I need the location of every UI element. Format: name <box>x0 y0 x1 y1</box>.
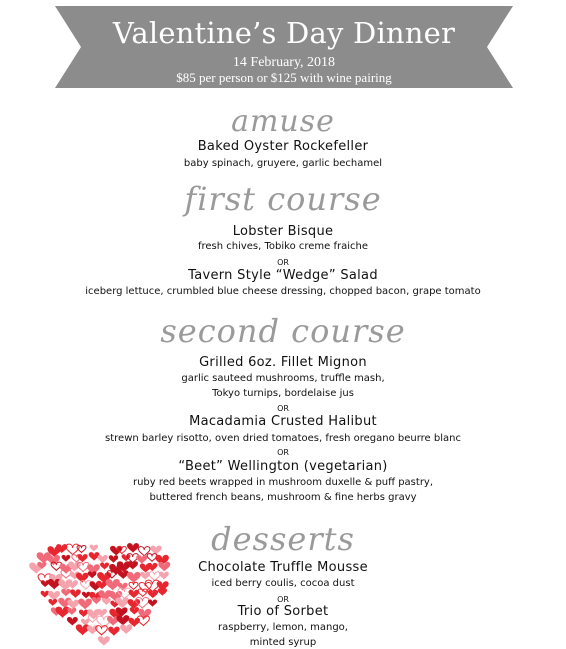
or-divider: OR <box>277 448 289 457</box>
dish-fillet-mignon: Grilled 6oz. Fillet Mignon <box>199 355 367 370</box>
dish-sorbet: Trio of Sorbet <box>237 604 329 619</box>
section-heading-amuse: amuse <box>231 104 335 139</box>
or-divider: OR <box>277 258 289 267</box>
or-divider: OR <box>277 595 289 604</box>
dish-halibut: Macadamia Crusted Halibut <box>189 414 377 429</box>
title-banner <box>55 6 513 88</box>
dish-amuse-description: baby spinach, gruyere, garlic bechamel <box>183 158 383 169</box>
dish-halibut-description: strewn barley risotto, oven dried tomatoes, fresh oregano beurre blanc <box>105 433 461 444</box>
dish-chocolate-mousse: Chocolate Truffle Mousse <box>198 560 368 575</box>
menu-title: Valentine’s Day Dinner <box>112 16 456 50</box>
dish-amuse: Baked Oyster Rockefeller <box>197 139 369 154</box>
price-info: $85 per person or $125 with wine pairing <box>176 70 392 85</box>
dish-lobster-bisque-description: fresh chives, Tobiko creme fraiche <box>197 241 369 252</box>
section-heading-desserts: desserts <box>211 520 355 558</box>
dish-fillet-mignon-description-1: garlic sauteed mushrooms, truffle mash, <box>181 373 385 384</box>
dish-wedge-salad-description: iceberg lettuce, crumbled blue cheese dressing, chopped bacon, grape tomato <box>85 286 481 297</box>
dish-wedge-salad: Tavern Style “Wedge” Salad <box>188 268 378 283</box>
dish-chocolate-mousse-description: iced berry coulis, cocoa dust <box>211 578 355 589</box>
section-heading-first-course: first course <box>184 180 382 218</box>
or-divider: OR <box>277 404 289 413</box>
dish-beet-wellington-description-2: buttered french beans, mushroom & fine herbs gravy <box>149 492 417 503</box>
dish-sorbet-description-2: minted syrup <box>249 637 317 648</box>
dish-beet-wellington: “Beet” Wellington (vegetarian) <box>178 459 388 474</box>
dish-lobster-bisque: Lobster Bisque <box>232 224 334 239</box>
event-date: 14 February, 2018 <box>232 55 336 70</box>
dish-fillet-mignon-description-2: Tokyo turnips, bordelaise jus <box>212 388 354 399</box>
section-heading-second-course: second course <box>160 312 406 350</box>
dish-beet-wellington-description-1: ruby red beets wrapped in mushroom duxelle & puff pastry, <box>132 477 434 488</box>
dish-sorbet-description-1: raspberry, lemon, mango, <box>218 622 348 633</box>
